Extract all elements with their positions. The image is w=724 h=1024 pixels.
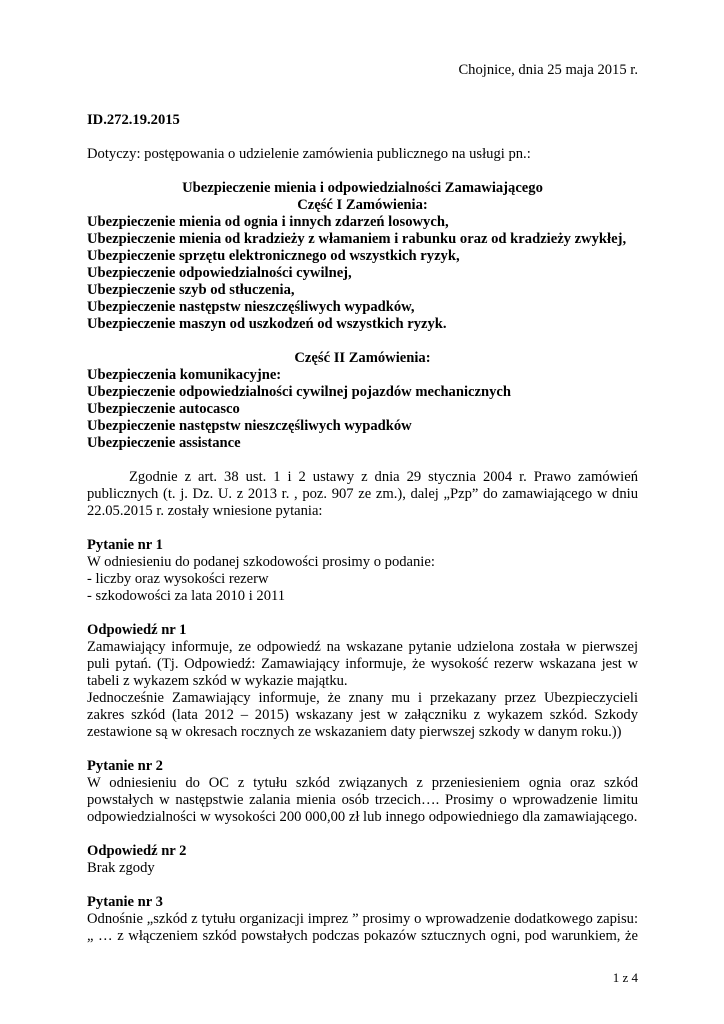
intro-line: Zgodnie z art. 38 ust. 1 i 2 ustawy z dnia 29 stycznia 2004 r. Prawo zamówień <box>129 469 638 485</box>
part1-item: Ubezpieczenie mienia od kradzieży z włamaniem i rabunku oraz od kradzieży zwykłej, <box>87 231 627 247</box>
part1-heading: Część I Zamówienia: <box>297 197 428 213</box>
question-line: - szkodowości za lata 2010 i 2011 <box>87 588 286 604</box>
answer-line: Brak zgody <box>87 860 155 876</box>
part2-item: Ubezpieczenie autocasco <box>87 401 240 417</box>
answer-line: puli pytań. (Tj. Odpowiedź: Zamawiający informuje, że wysokość rezerw wskazana jest w <box>87 656 638 672</box>
reference-id: ID.272.19.2015 <box>87 112 180 128</box>
question-line: odpowiedzialności w wysokości 200 000,00 zł lub innego odpowiedniego dla zamawiającego. <box>87 809 638 825</box>
intro-line: publicznych (t. j. Dz. U. z 2013 r. , poz. 907 ze zm.), dalej „Pzp” do zamawiającego w dniu <box>87 486 638 502</box>
answer-line: zakres szkód (lata 2012 – 2015) wskazany jest w załączniku z wykazem szkód. Szkody <box>87 707 638 723</box>
question-line: Odnośnie „szkód z tytułu organizacji imprez ” prosimy o wprowadzenie dodatkowego zapisu: <box>87 911 638 927</box>
intro-line: 22.05.2015 r. zostały wniesione pytania: <box>87 503 323 519</box>
answer-heading: Odpowiedź nr 1 <box>87 622 187 638</box>
part1-item: Ubezpieczenie maszyn od uszkodzeń od wszystkich ryzyk. <box>87 316 447 332</box>
part1-item: Ubezpieczenie odpowiedzialności cywilnej, <box>87 265 352 281</box>
part1-item: Ubezpieczenie sprzętu elektronicznego od wszystkich ryzyk, <box>87 248 460 264</box>
question-heading: Pytanie nr 3 <box>87 894 163 910</box>
question-line: „ … z włączeniem szkód powstałych podczas pokazów sztucznych ogni, pod warunkiem, że <box>87 928 638 944</box>
document-page <box>87 0 638 1024</box>
question-line: - liczby oraz wysokości rezerw <box>87 571 269 587</box>
answer-line: Jednocześnie Zamawiający informuje, że znany mu i przekazany przez Ubezpieczycieli <box>87 690 638 706</box>
part1-item: Ubezpieczenie szyb od stłuczenia, <box>87 282 295 298</box>
part2-item: Ubezpieczenie assistance <box>87 435 241 451</box>
part2-item: Ubezpieczenia komunikacyjne: <box>87 367 282 383</box>
part2-item: Ubezpieczenie następstw nieszczęśliwych wypadków <box>87 418 412 434</box>
place-date: Chojnice, dnia 25 maja 2015 r. <box>458 62 638 78</box>
question-heading: Pytanie nr 1 <box>87 537 163 553</box>
question-heading: Pytanie nr 2 <box>87 758 163 774</box>
part2-heading: Część II Zamówienia: <box>294 350 431 366</box>
part1-item: Ubezpieczenie następstw nieszczęśliwych wypadków, <box>87 299 415 315</box>
answer-line: tabeli z wykazem szkód w wykazie majątku. <box>87 673 348 689</box>
question-line: W odniesieniu do OC z tytułu szkód związanych z przeniesieniem ognia oraz szkód <box>87 775 638 791</box>
question-line: W odniesieniu do podanej szkodowości prosimy o podanie: <box>87 554 435 570</box>
answer-line: Zamawiający informuje, ze odpowiedź na wskazane pytanie udzielona została w pierwszej <box>87 639 638 655</box>
document-title: Ubezpieczenie mienia i odpowiedzialności Zamawiającego <box>182 180 543 196</box>
part1-item: Ubezpieczenie mienia od ognia i innych zdarzeń losowych, <box>87 214 449 230</box>
part2-item: Ubezpieczenie odpowiedzialności cywilnej pojazdów mechanicznych <box>87 384 511 400</box>
question-line: powstałych w następstwie zalania mienia osób trzecich…. Prosimy o wprowadzenie limitu <box>87 792 638 808</box>
subject-line: Dotyczy: postępowania o udzielenie zamówienia publicznego na usługi pn.: <box>87 146 531 162</box>
page-number: 1 z 4 <box>612 970 638 985</box>
answer-heading: Odpowiedź nr 2 <box>87 843 187 859</box>
answer-line: zestawione są w okresach rocznych ze wskazaniem daty pierwszej szkody w danym roku.)) <box>87 724 622 740</box>
